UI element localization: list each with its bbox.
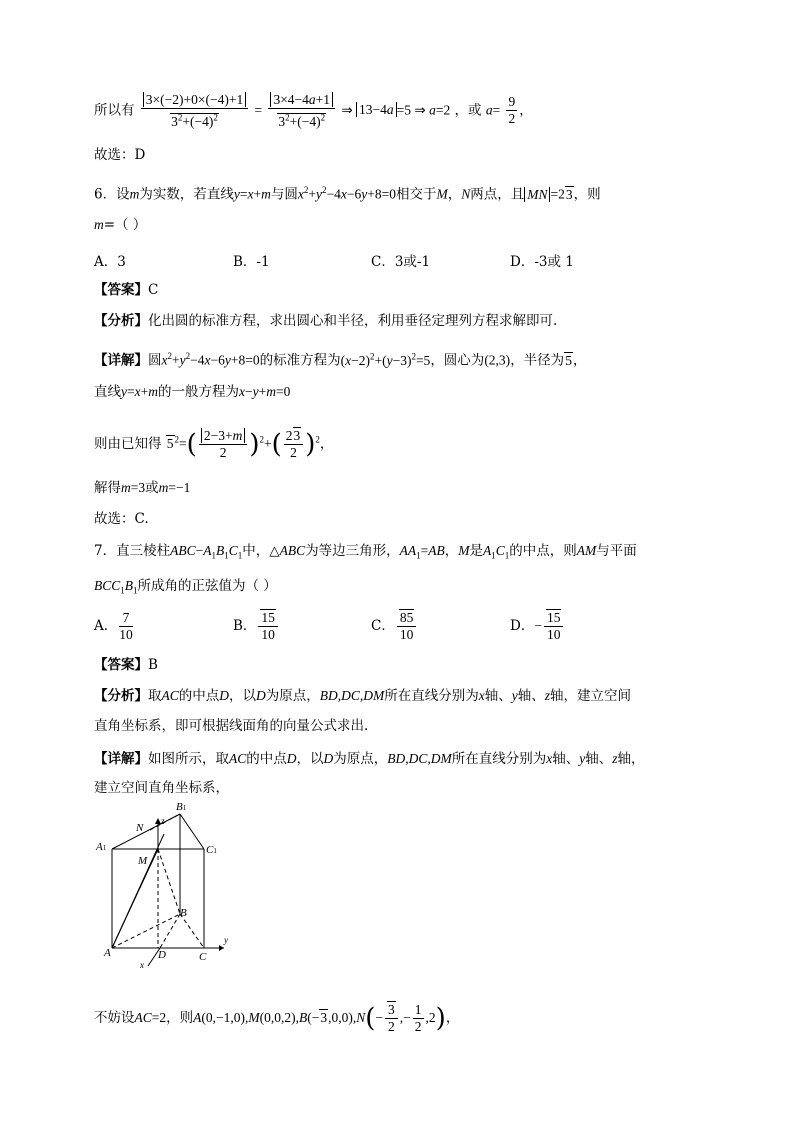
q6-line-general: 直线y=x+m的一般方程为x−y+m=0 [94, 384, 291, 400]
q7-option-c: C． $\frac{85}{10}$ [371, 610, 418, 643]
y-axis-arrow [219, 945, 224, 951]
q6-choose: 故选：C. [94, 511, 149, 527]
label-x: x [140, 960, 144, 970]
label-m: M [138, 855, 148, 867]
prev-result-line: 所以有 $\frac{3\times(-2)+0\times(-4)+1}{3^2+(-4)^2}$ = $\frac{3\times 4-4a+1}{3^2+(-4)^2}$ ⇒ 13−4a =5 ⇒ a=2 ，或 a= $\frac{9}{2}$ ， [94, 92, 533, 129]
label-c: C [199, 951, 207, 963]
q7-stem: 7．直三棱柱$ABC-A_1B_1C_1$中，△ABC为等边三角形，$AA_1=AB$，M是$A_1C_1$的中点，则AM与平面 [94, 543, 637, 561]
label-c1: C1 [206, 844, 217, 856]
label-z: z [161, 816, 165, 826]
label-a: A [104, 947, 111, 959]
q7-option-d: D．− $\frac{15}{10}$ [510, 610, 565, 643]
distance-fraction-right: $\frac{3\times 4-4a+1}{3^2+(-4)^2}$ [268, 92, 335, 130]
q7-option-b: B． $\frac{15}{10}$ [233, 610, 280, 643]
prev-or: ，或 [454, 102, 482, 119]
q6-analysis: 【分析】化出圆的标准方程，求出圆心和半径，利用垂径定理列方程求解即可. [94, 313, 558, 329]
q7-detail-line2: 建立空间直角坐标系， [94, 780, 229, 796]
label-b: B [180, 907, 187, 919]
dash-m-b [158, 849, 180, 914]
dash-a-b [112, 914, 180, 948]
q7-analysis: 【分析】取AC的中点D，以D为原点，BD,DC,DM所在直线分别为x轴、y轴、z轴，建立空间 [94, 688, 632, 704]
q7-option-a: A． $\frac{7}{10}$ [94, 610, 133, 642]
q6-solve: 解得m=3或m=−1 [94, 480, 191, 496]
q6-option-a: A．3 [94, 254, 126, 270]
q7-assume: 不妨设AC=2，则A(0,−1,0),M(0,0,2),B(−3,0,0),N(− $\frac{3}{2}$ ,− $\frac{1}{2}$ ,2)， [94, 1002, 460, 1034]
prev-intro: 所以有 [94, 102, 135, 119]
q6-stem: 6．设m为实数，若直线y=x+m与圆$x^2+y^2-4x-6y+8=0$相交于M，N两点，且 MN =23，则 [94, 185, 601, 203]
q6-option-c: C．3或-1 [371, 254, 431, 270]
distance-fraction-left: $\frac{3\times(-2)+0\times(-4)+1}{3^2+(-4)^2}$ [141, 92, 248, 130]
q6-stem-line2: m=（ ） [94, 217, 147, 233]
label-a1: A1 [96, 841, 107, 853]
label-n: N [136, 822, 144, 834]
q6-known: 则由已知得 $5^2=$( $\frac{2-3+m}{2}$ )$^2$+( $\frac{23}{2}$ )$^2$， [94, 428, 334, 460]
q7-analysis-line2: 直角坐标系，即可根据线面角的向量公式求出. [94, 718, 369, 734]
label-d: D [158, 949, 166, 961]
q6-option-d: D．-3或 1 [510, 254, 574, 270]
prism-figure [92, 800, 252, 970]
a-fraction: $\frac{9}{2}$ [508, 94, 516, 127]
label-y: y [224, 935, 228, 945]
dash-b-c [180, 914, 204, 948]
q6-detail: 【详解】圆$x^2+y^2-4x-6y+8=0$的标准方程为$(x-2)^2+(y-3)^2=5$，圆心为(2,3)，半径为5， [94, 351, 587, 369]
q7-detail: 【详解】如图所示，取AC的中点D，以D为原点，BD,DC,DM所在直线分别为x轴、y轴、z轴， [94, 751, 645, 767]
q6-answer: 【答案】C [94, 282, 159, 298]
edge-b1-c1 [180, 814, 204, 849]
edge-a-mid [112, 834, 164, 948]
q7-answer: 【答案】B [94, 657, 158, 673]
q7-stem-line2: $BCC_1B_1$所成角的正弦值为（ ） [94, 578, 277, 596]
q6-option-b: B．-1 [233, 254, 270, 270]
label-b1: B1 [176, 801, 187, 813]
prev-choose: 故选：D [94, 147, 146, 163]
